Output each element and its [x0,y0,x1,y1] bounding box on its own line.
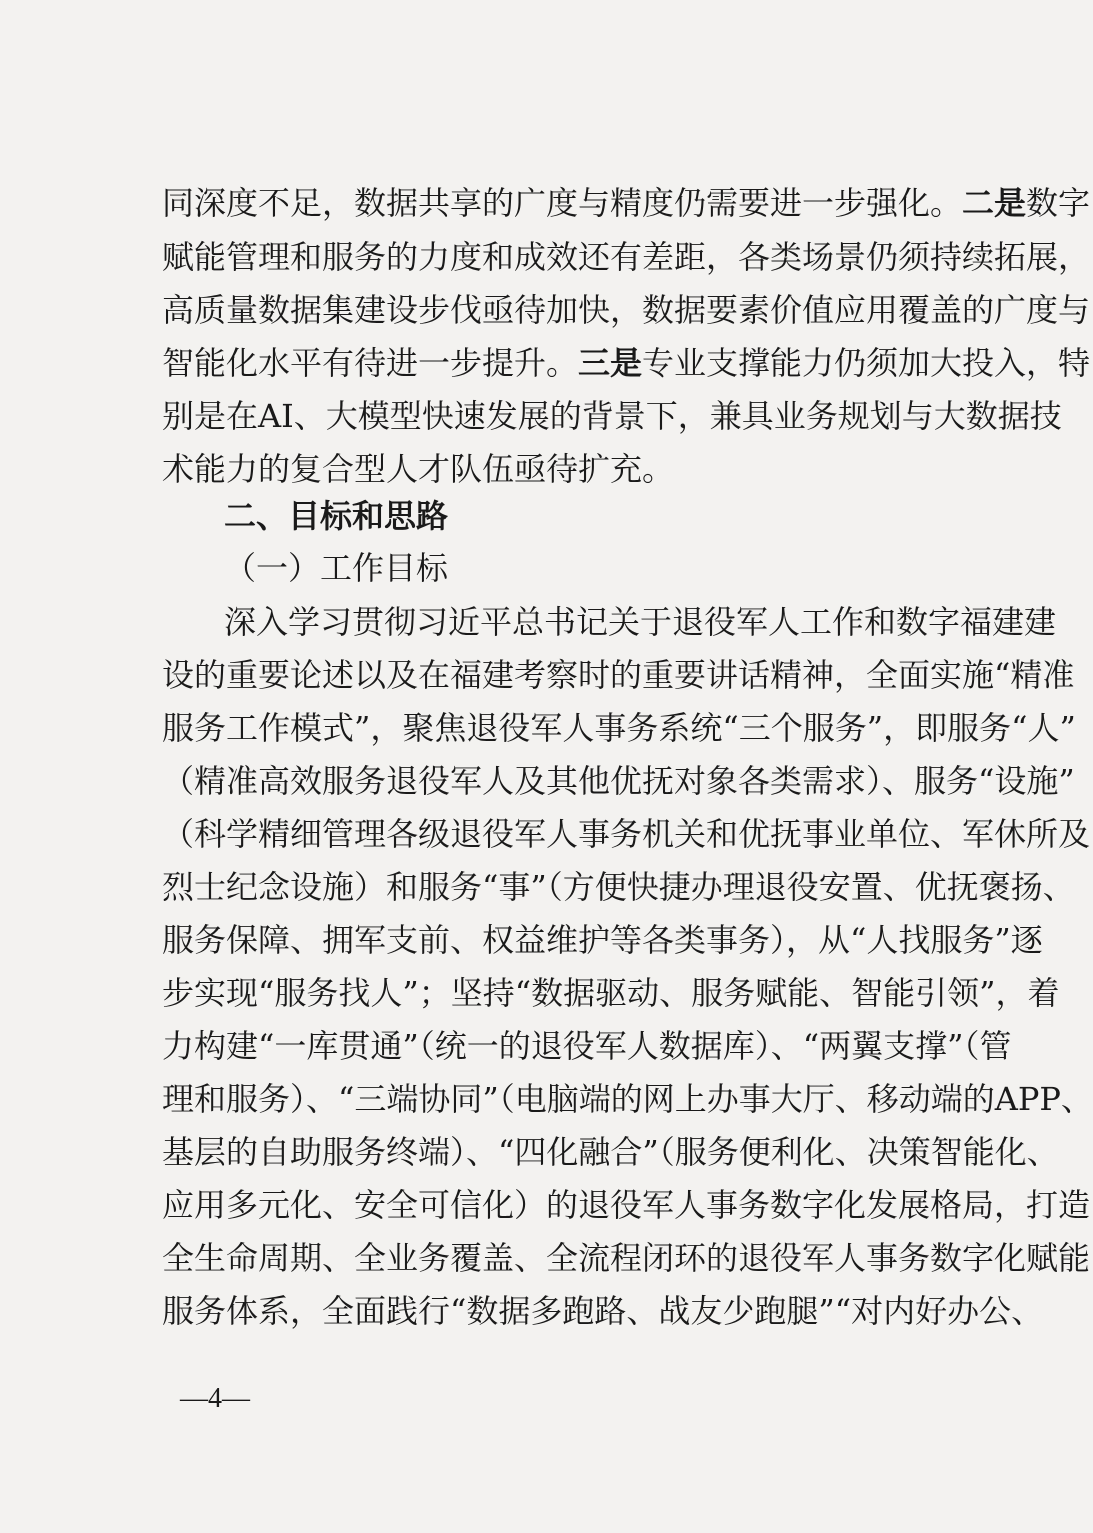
paragraph-2-line-3: 服务工作模式”，聚焦退役军人事务系统“三个服务”，即服务“人” [162,709,1076,747]
paragraph-1-line-1 [162,184,1091,222]
paragraph-1-line-1-text-c: 数字 [1026,184,1091,222]
page-number: —4— [180,1383,250,1414]
paragraph-1-line-4 [162,344,1091,382]
subsection-heading: （一）工作目标 [224,549,449,587]
paragraph-1-line-2: 赋能管理和服务的力度和成效还有差距，各类场景仍须持续拓展， [162,238,1091,276]
paragraph-1-line-6: 术能力的复合型人才队伍亟待扩充。 [162,450,675,488]
paragraph-2-line-5: （科学精细管理各级退役军人事务机关和优抚事业单位、军休所及 [162,815,1091,853]
paragraph-2-line-7: 服务保障、拥军支前、权益维护等各类事务），从“人找服务”逐 [162,921,1043,959]
paragraph-1-line-3: 高质量数据集建设步伐亟待加快，数据要素价值应用覆盖的广度与 [162,291,1091,329]
paragraph-2-line-13: 全生命周期、全业务覆盖、全流程闭环的退役军人事务数字化赋能 [162,1239,1091,1277]
paragraph-2-line-11: 基层的自助服务终端）、“四化融合”（服务便利化、决策智能化、 [162,1133,1059,1171]
paragraph-1-line-5: 别是在AI、大模型快速发展的背景下，兼具业务规划与大数据技 [162,397,1062,435]
paragraph-2-line-12: 应用多元化、安全可信化）的退役军人事务数字化发展格局，打造 [162,1186,1091,1224]
paragraph-2-line-4: （精准高效服务退役军人及其他优抚对象各类需求）、服务“设施” [162,762,1075,800]
paragraph-1-line-4-text-c: 专业支撑能力仍须加大投入，特 [642,344,1091,382]
paragraph-2-line-6: 烈士纪念设施）和服务“事”（方便快捷办理退役安置、优抚褒扬、 [162,868,1075,906]
emphasis-second: 二是 [962,184,1027,222]
paragraph-2-line-2: 设的重要论述以及在福建考察时的重要讲话精神，全面实施“精准 [162,656,1075,694]
paragraph-2-line-9: 力构建“一库贯通”（统一的退役军人数据库）、“两翼支撑”（管 [162,1027,1012,1065]
emphasis-third: 三是 [578,344,643,382]
paragraph-1-line-4-text-a: 智能化水平有待进一步提升。 [162,344,579,382]
section-heading: 二、目标和思路 [224,497,449,535]
paragraph-2-line-1: 深入学习贯彻习近平总书记关于退役军人工作和数字福建建 [224,603,1057,641]
paragraph-2-line-8: 步实现“服务找人”；坚持“数据驱动、服务赋能、智能引领”，着 [162,974,1060,1012]
paragraph-2-line-10: 理和服务）、“三端协同”（电脑端的网上办事大厅、移动端的APP、 [162,1080,1093,1118]
paragraph-2-line-14: 服务体系，全面践行“数据多跑路、战友少跑腿”“对内好办公、 [162,1292,1044,1330]
paragraph-1-line-1-text-a: 同深度不足，数据共享的广度与精度仍需要进一步强化。 [162,184,963,222]
